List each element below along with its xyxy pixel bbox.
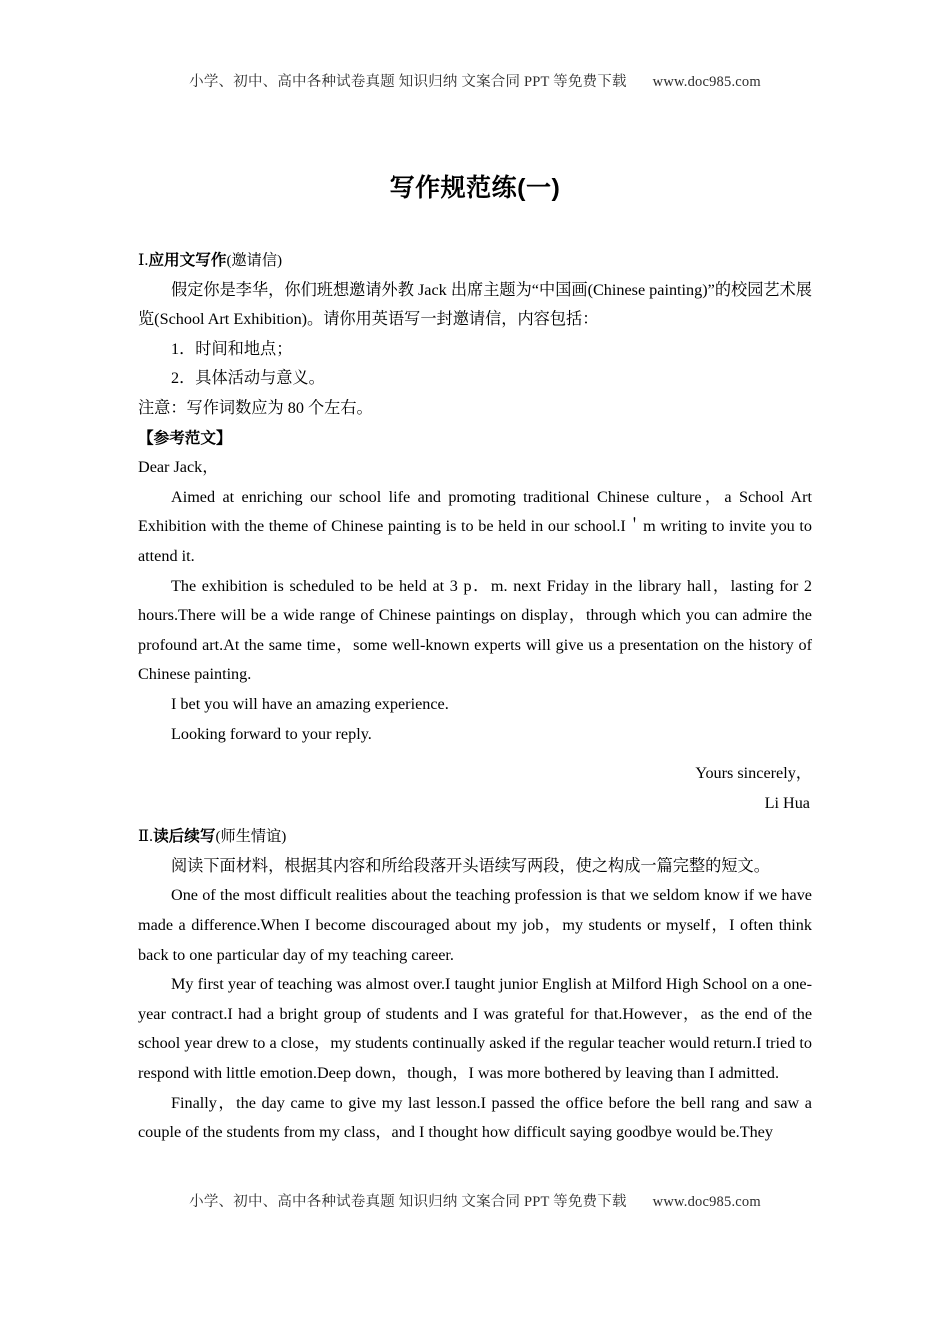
- section-1-number: Ⅰ: [138, 251, 145, 269]
- header-watermark: [0, 70, 950, 91]
- sample-answer-label: 【参考范文】: [138, 429, 232, 447]
- document-body: [138, 246, 812, 1148]
- footer-watermark-text: 小学、初中、高中各种试卷真题 知识归纳 文案合同 PPT 等免费下载: [189, 1194, 627, 1210]
- section-heading-2: [138, 822, 812, 852]
- letter-closing: Yours sincerely，: [695, 764, 812, 783]
- page-title: 写作规范练(一): [389, 174, 561, 202]
- requirement-item-2: 2．具体活动与意义。: [171, 369, 325, 388]
- letter-salutation: Dear Jack，: [138, 458, 219, 477]
- section-1-subtitle: (邀请信): [226, 252, 283, 269]
- letter-paragraph-1: Aimed at enriching our school life and promoting traditional Chinese culture，a School Art Exhibition with the theme of Chinese painting is to be held in our school.I＇m writing to invite you to attend it.: [138, 487, 812, 565]
- story-paragraph-2: My first year of teaching was almost over.I taught junior English at Milford High School on a one-year contract.I had a bright group of students and I was grateful for that.However，as the end of the school year drew to a close，my students continually asked if the regular teacher would return.I tried to respond with little emotion.Deep down，though，I was more bothered by leaving than I admitted.: [138, 975, 812, 1083]
- header-watermark-text: 小学、初中、高中各种试卷真题 知识归纳 文案合同 PPT 等免费下载: [189, 74, 627, 90]
- section-1-dot: .: [144, 251, 149, 269]
- section-1-note: 注意：写作词数应为 80 个左右。: [138, 398, 373, 417]
- section-heading-1: [138, 246, 812, 276]
- requirement-item-1: 1．时间和地点；: [171, 339, 293, 358]
- letter-paragraph-3: I bet you will have an amazing experience.: [171, 694, 449, 713]
- story-paragraph-3: Finally，the day came to give my last lesson.I passed the office before the bell rang and saw a couple of the students from my class，and I thought how difficult saying goodbye would be.They: [138, 1093, 812, 1142]
- letter-closing-spacer: [138, 749, 812, 759]
- letter-signature: Li Hua: [764, 793, 810, 812]
- section-2-title: 读后续写: [153, 828, 216, 846]
- section-1-prompt: 假定你是李华，你们班想邀请外教 Jack 出席主题为“中国画(Chinese painting)”的校园艺术展览(School Art Exhibition)。请你用英语写一封邀请信，内容包括：: [138, 280, 812, 329]
- section-1-title: 应用文写作: [148, 252, 227, 269]
- section-2-dot: .: [149, 827, 154, 846]
- section-2-number: Ⅱ: [138, 827, 150, 846]
- footer-watermark-site: www.doc985.com: [652, 1194, 761, 1210]
- section-2-subtitle: (师生情谊): [215, 828, 287, 846]
- letter-paragraph-2: The exhibition is scheduled to be held at 3 p．m. next Friday in the library hall，lasting for 2 hours.There will be a wide range of Chinese paintings on display，through which you can admire the profound art.At the same time，some well-known experts will give us a presentation on the history of Chinese painting.: [138, 576, 812, 684]
- letter-paragraph-4: Looking forward to your reply.: [171, 724, 372, 743]
- header-watermark-site: www.doc985.com: [652, 74, 761, 90]
- footer-watermark: [0, 1190, 950, 1211]
- story-paragraph-1: One of the most difficult realities about the teaching profession is that we seldom know if we have made a difference.When I become discouraged about my job，my students or myself，I often think back to one particular day of my teaching career.: [138, 886, 812, 964]
- section-2-prompt: 阅读下面材料，根据其内容和所给段落开头语续写两段，使之构成一篇完整的短文。: [171, 856, 770, 875]
